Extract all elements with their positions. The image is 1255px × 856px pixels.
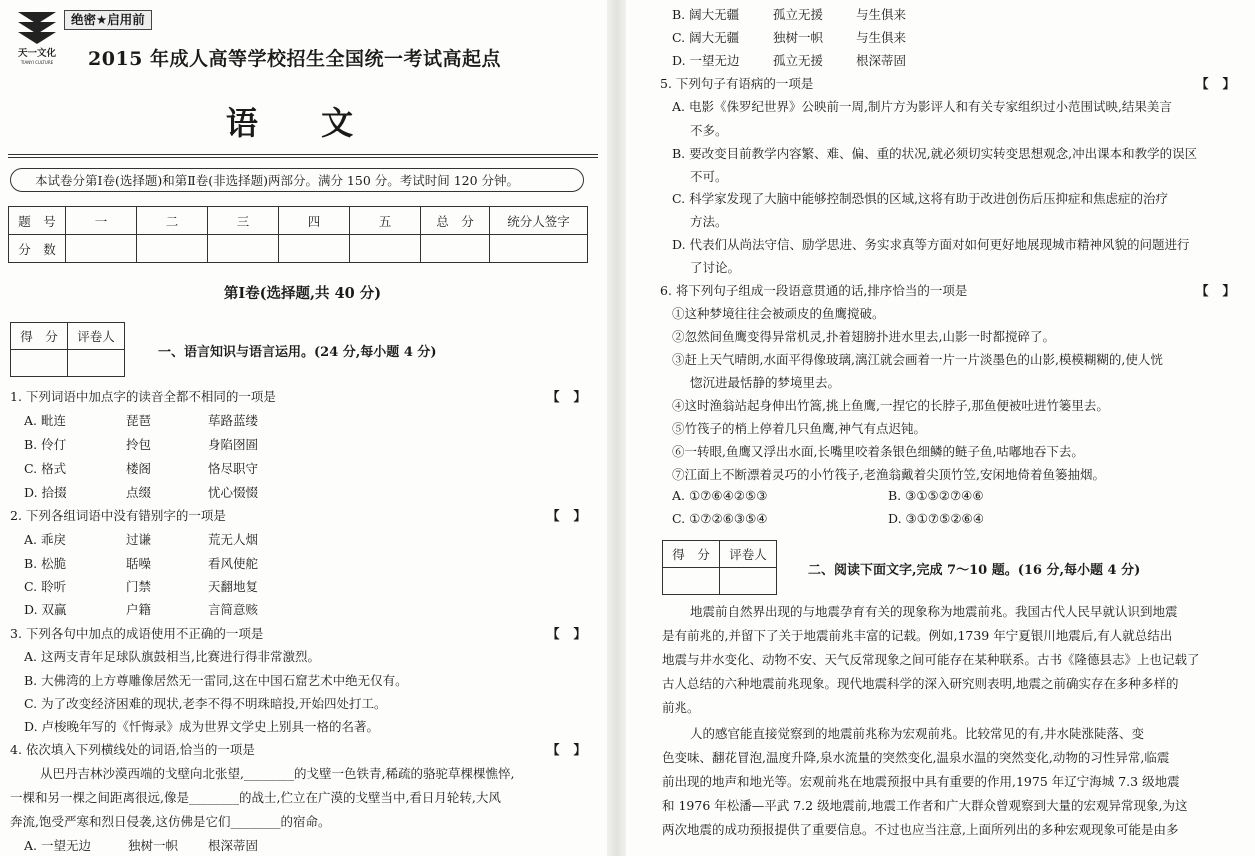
question-6-sentence: ③赶上天气晴朗,水面平得像玻璃,漓江就会画着一片一片淡墨色的山影,模模糊糊的,使人恍 xyxy=(672,352,1163,367)
score-cell[interactable] xyxy=(421,235,490,263)
option-word: 身陷囹圄 xyxy=(208,437,259,452)
question-6-sentence-continuation: 惚沉进最恬静的梦境里去。 xyxy=(690,375,841,390)
grader-score-cell[interactable] xyxy=(11,350,68,377)
volume-title: 第Ⅰ卷(选择题,共 40 分) xyxy=(223,285,382,302)
answer-bracket[interactable]: 【】 xyxy=(547,389,601,404)
question-2-option-a[interactable]: A. 乖戾 xyxy=(24,532,66,547)
option-word: 荜路蓝缕 xyxy=(208,413,259,428)
option-word: 天翻地复 xyxy=(208,579,259,594)
option-continuation: 不可。 xyxy=(690,169,728,184)
question-6-sentence: ②忽然间鱼鹰变得异常机灵,扑着翅膀扑进水里去,山影一时都搅碎了。 xyxy=(672,329,1055,344)
passage-line: 前出现的地声和地光等。宏观前兆在地震预报中具有重要的作用,1975 年辽宁海城 7.3 级地震 xyxy=(662,774,1180,789)
option-word: 根深蒂固 xyxy=(856,53,907,68)
grader-reviewer-cell[interactable] xyxy=(720,568,777,595)
passage-line: 地震前自然界出现的与地震孕育有关的现象称为地震前兆。我国古代人民早就认识到地震 xyxy=(690,604,1178,619)
option-continuation: 了讨论。 xyxy=(690,260,741,275)
passage-line: 古人总结的六种地震前兆现象。现代地震科学的深入研究则表明,地震之前确实存在多种多样的 xyxy=(662,676,1179,691)
question-4-option-c[interactable]: C. 阔大无疆 xyxy=(672,30,740,45)
score-table xyxy=(8,206,588,263)
page-gutter xyxy=(607,0,626,856)
passage-line: 色变味、翻花冒泡,温度升降,泉水流量的突然变化,温泉水温的突然变化,动物的习性异常,临震 xyxy=(662,750,1170,765)
passage-line: 人的感官能直接觉察到的地震前兆称为宏观前兆。比较常见的有,井水陡涨陡落、变 xyxy=(690,726,1144,741)
question-5-stem: 5. 下列句子有语病的一项是 xyxy=(660,76,814,91)
question-6-option-a[interactable]: A. ①⑦⑥④②⑤③ xyxy=(672,488,768,503)
question-6-option-b[interactable]: B. ③①⑤②⑦④⑥ xyxy=(888,488,984,503)
option-word: 根深蒂固 xyxy=(208,838,259,853)
table-header: 统分人签字 xyxy=(490,207,588,235)
table-row xyxy=(9,235,588,263)
question-2-stem: 2. 下列各组词语中没有错别字的一项是 xyxy=(10,508,226,523)
answer-bracket[interactable]: 【】 xyxy=(547,508,601,523)
answer-bracket[interactable]: 【】 xyxy=(547,626,601,641)
grader-score-cell[interactable] xyxy=(663,568,720,595)
question-4-option-a[interactable]: A. 一望无边 xyxy=(24,838,91,853)
logo-text: 天一文化 xyxy=(17,48,57,59)
table-row-label: 分 数 xyxy=(9,235,66,263)
option-word: 言简意赅 xyxy=(208,602,259,617)
table-row xyxy=(9,207,588,235)
question-4-option-d[interactable]: D. 一望无边 xyxy=(672,53,740,68)
score-cell[interactable] xyxy=(208,235,279,263)
option-word: 独树一帜 xyxy=(773,30,824,45)
question-6-sentence: ④这时渔翁站起身伸出竹篙,挑上鱼鹰,一捏它的长脖子,那鱼便被吐进竹篓里去。 xyxy=(672,398,1109,413)
divider xyxy=(8,157,598,158)
passage-line: 是有前兆的,并留下了关于地震前兆丰富的记载。例如,1739 年宁夏银川地震后,有人就总结出 xyxy=(662,628,1173,643)
option-word: 独树一帜 xyxy=(128,838,179,853)
section-2-title: 二、阅读下面文字,完成 7～10 题。(16 分,每小题 4 分) xyxy=(808,563,1141,578)
question-5-option-b[interactable]: B. 要改变目前教学内容繁、难、偏、重的状况,就必须切实转变思想观念,冲出课本和教学的误区 xyxy=(672,146,1198,161)
grader-reviewer-label: 评卷人 xyxy=(68,323,125,350)
option-word: 恪尽职守 xyxy=(208,461,259,476)
passage-line: 和 1976 年松潘—平武 7.2 级地震前,地震工作者和广大群众曾观察到大量的宏观异常现象,为这 xyxy=(662,798,1188,813)
grader-score-label: 得 分 xyxy=(11,323,68,350)
answer-bracket[interactable]: 【】 xyxy=(547,742,601,757)
option-word: 看风使舵 xyxy=(208,556,259,571)
option-word: 琵琶 xyxy=(126,413,152,428)
question-2-option-c[interactable]: C. 聆听 xyxy=(24,579,67,594)
score-cell[interactable] xyxy=(137,235,208,263)
left-page xyxy=(0,0,605,856)
exam-instructions: 本试卷分第Ⅰ卷(选择题)和第Ⅱ卷(非选择题)两部分。满分 150 分。考试时间 120 分钟。 xyxy=(10,168,584,192)
question-5-option-d[interactable]: D. 代表们从尚法守信、励学思进、务实求真等方面对如何更好地展现城市精神风貌的问题进行 xyxy=(672,237,1190,252)
exam-title: 2015 年成人高等学校招生全国统一考试高起点 xyxy=(88,48,501,70)
question-3-option-c[interactable]: C. 为了改变经济困难的现状,老李不得不明珠暗投,开始四处打工。 xyxy=(24,696,387,711)
question-4-stem: 4. 依次填入下列横线处的词语,恰当的一项是 xyxy=(10,742,255,757)
question-4-passage-line: 从巴丹吉林沙漠西端的戈壁向北张望,________的戈壁一色铁青,稀疏的骆驼草棵棵憔悴, xyxy=(40,766,515,781)
section-1-title: 一、语言知识与语言运用。(24 分,每小题 4 分) xyxy=(158,345,437,360)
question-2-option-b[interactable]: B. 松脆 xyxy=(24,556,67,571)
table-header: 一 xyxy=(66,207,137,235)
passage-line: 地震与井水变化、动物不安、天气反常现象之间可能存在某种联系。古书《隆德县志》上也记载了 xyxy=(662,652,1200,667)
answer-bracket[interactable]: 【】 xyxy=(1196,76,1250,91)
question-5-option-a[interactable]: A. 电影《侏罗纪世界》公映前一周,制片方为影评人和有关专家组织过小范围试映,结果美言 xyxy=(672,99,1172,114)
question-3-option-a[interactable]: A. 这两支青年足球队旗鼓相当,比赛进行得非常激烈。 xyxy=(24,649,320,664)
grader-box xyxy=(10,322,125,377)
table-header: 总 分 xyxy=(421,207,490,235)
grader-score-label: 得 分 xyxy=(663,541,720,568)
question-3-option-b[interactable]: B. 大佛湾的上方尊雕像居然无一雷同,这在中国石窟艺术中绝无仅有。 xyxy=(24,673,408,688)
table-header: 三 xyxy=(208,207,279,235)
question-4-passage-line: 一棵和另一棵之间距离很远,像是________的战士,伫立在广漠的戈壁当中,看日月轮转,大风 xyxy=(10,790,501,805)
question-1-stem: 1. 下列词语中加点字的读音全都不相同的一项是 xyxy=(10,389,276,404)
option-word: 荒无人烟 xyxy=(208,532,259,547)
option-word: 孤立无援 xyxy=(773,53,824,68)
question-6-option-d[interactable]: D. ③①⑦⑤②⑥④ xyxy=(888,511,984,526)
question-5-option-c[interactable]: C. 科学家发现了大脑中能够控制恐惧的区域,这将有助于改进创伤后压抑症和焦虑症的治疗 xyxy=(672,191,1169,206)
answer-bracket[interactable]: 【】 xyxy=(1196,283,1250,298)
option-word: 户籍 xyxy=(126,602,152,617)
score-cell[interactable] xyxy=(350,235,421,263)
option-word: 过谦 xyxy=(126,532,152,547)
question-4-passage-line: 奔流,饱受严寒和烈日侵袭,这仿佛是它们________的宿命。 xyxy=(10,814,331,829)
question-1-option-c[interactable]: C. 格式 xyxy=(24,461,67,476)
logo-subtext: TIANYI CULTURE xyxy=(20,60,54,65)
table-header: 五 xyxy=(350,207,421,235)
passage-line: 前兆。 xyxy=(662,700,700,715)
question-1-option-d[interactable]: D. 拾掇 xyxy=(24,485,67,500)
option-word: 楼阁 xyxy=(126,461,152,476)
option-continuation: 不多。 xyxy=(690,123,728,138)
right-page xyxy=(628,0,1255,856)
score-cell[interactable] xyxy=(490,235,588,263)
divider xyxy=(8,154,598,155)
confidential-label: 绝密★启用前 xyxy=(64,10,152,30)
question-6-option-c[interactable]: C. ①⑦②⑥③⑤④ xyxy=(672,511,768,526)
score-cell[interactable] xyxy=(66,235,137,263)
grader-reviewer-cell[interactable] xyxy=(68,350,125,377)
question-6-sentence: ⑦江面上不断漂着灵巧的小竹筏子,老渔翁戴着尖顶竹笠,安闲地倚着鱼篓抽烟。 xyxy=(672,467,1105,482)
table-header: 四 xyxy=(279,207,350,235)
table-header: 二 xyxy=(137,207,208,235)
option-word: 点缀 xyxy=(126,485,152,500)
option-word: 拎包 xyxy=(126,437,152,452)
option-word: 门禁 xyxy=(126,579,152,594)
question-1-option-b[interactable]: B. 伶仃 xyxy=(24,437,67,452)
option-word: 聒噪 xyxy=(126,556,152,571)
question-6-sentence: ①这种梦境往往会被顽皮的鱼鹰搅破。 xyxy=(672,306,885,321)
option-word: 孤立无援 xyxy=(773,7,824,22)
passage-line: 两次地震的成功预报提供了重要信息。不过也应当注意,上面所列出的多种宏观现象可能是由多 xyxy=(662,822,1179,837)
question-4-option-b[interactable]: B. 阔大无疆 xyxy=(672,7,740,22)
table-header: 题 号 xyxy=(9,207,66,235)
question-6-sentence: ⑥一转眼,鱼鹰又浮出水面,长嘴里咬着条银色细鳞的鲢子鱼,咕嘟地吞下去。 xyxy=(672,444,1084,459)
option-word: 与生俱来 xyxy=(856,30,907,45)
option-word: 与生俱来 xyxy=(856,7,907,22)
publisher-logo-icon xyxy=(14,8,60,66)
question-6-stem: 6. 将下列句子组成一段语意贯通的话,排序恰当的一项是 xyxy=(660,283,968,298)
subject-title: 语 文 xyxy=(225,104,380,142)
score-cell[interactable] xyxy=(279,235,350,263)
grader-box xyxy=(662,540,777,595)
grader-reviewer-label: 评卷人 xyxy=(720,541,777,568)
question-3-option-d[interactable]: D. 卢梭晚年写的《忏悔录》成为世界文学史上别具一格的名著。 xyxy=(24,719,380,734)
question-6-sentence: ⑤竹筏子的梢上停着几只鱼鹰,神气有点迟钝。 xyxy=(672,421,926,436)
option-continuation: 方法。 xyxy=(690,214,728,229)
option-word: 忧心惙惙 xyxy=(208,485,259,500)
question-1-option-a[interactable]: A. 毗连 xyxy=(24,413,66,428)
question-2-option-d[interactable]: D. 双赢 xyxy=(24,602,67,617)
question-3-stem: 3. 下列各句中加点的成语使用不正确的一项是 xyxy=(10,626,264,641)
